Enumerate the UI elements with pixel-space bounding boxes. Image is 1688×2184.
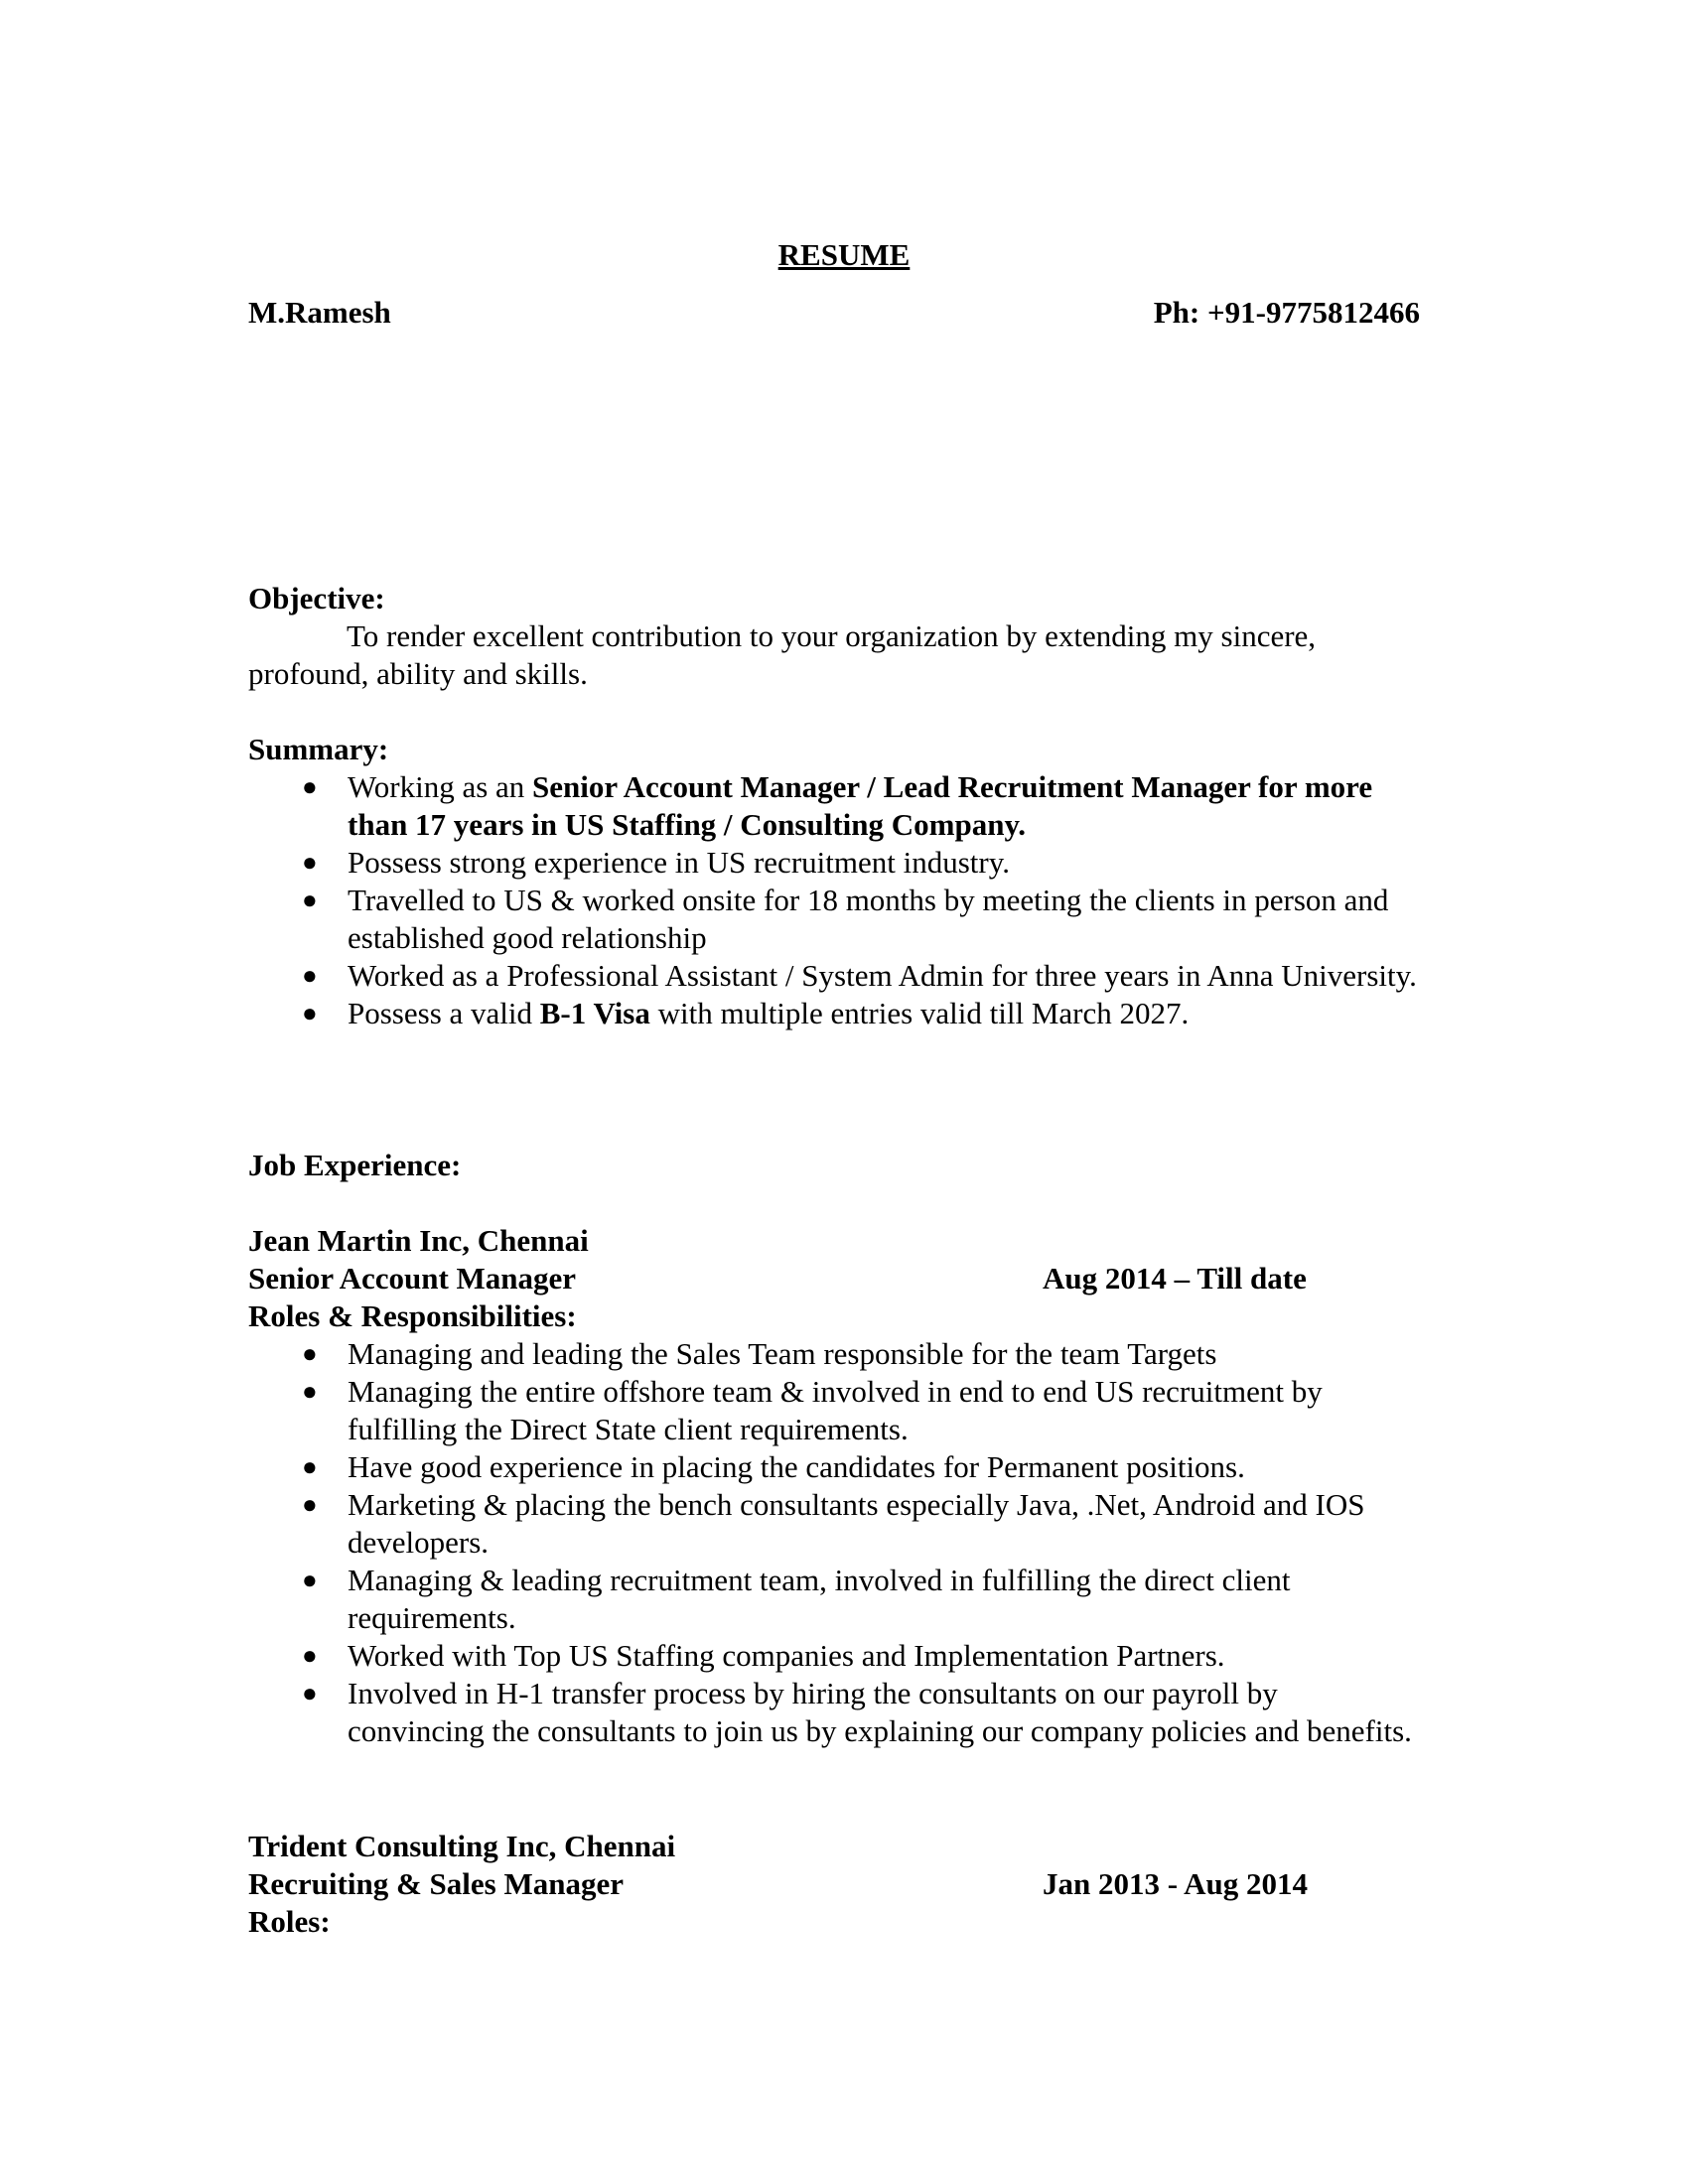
candidate-phone: Ph: +91-9775812466	[1153, 295, 1420, 330]
objective-section	[248, 580, 1420, 693]
job-experience-heading: Job Experience:	[248, 1148, 462, 1182]
responsibilities-heading: Roles:	[248, 1904, 331, 1939]
summary-heading: Summary:	[248, 732, 389, 766]
summary-item: ● Worked as a Professional Assistant / System Admin for three years in Anna University.	[302, 958, 1417, 993]
job-entry	[248, 1222, 1420, 1750]
bullet-icon: ●	[302, 961, 318, 990]
responsibility-item: ● Marketing & placing the bench consultants especially Java, .Net, Android and IOS developers.	[302, 1487, 1365, 1560]
company-name: Jean Martin Inc, Chennai	[248, 1223, 589, 1258]
company-name: Trident Consulting Inc, Chennai	[248, 1829, 676, 1863]
bullet-icon: ●	[302, 1452, 318, 1481]
role-dates: Aug 2014 – Till date	[1043, 1261, 1307, 1296]
candidate-name: M.Ramesh	[248, 295, 391, 330]
summary-item: ● Working as an Senior Account Manager / Lead Recruitment Manager for more than 17 years in US Staffing / Consulting Company.	[302, 769, 1373, 842]
bullet-icon: ●	[302, 886, 318, 914]
bullet-icon: ●	[302, 1641, 318, 1670]
objective-text: To render excellent contribution to your organization by extending my sincere, profound, ability and skills.	[248, 618, 1317, 691]
resume-title: RESUME	[777, 237, 911, 272]
role-line	[248, 1865, 1420, 1903]
role-line	[248, 1260, 1420, 1297]
bullet-icon: ●	[302, 772, 318, 801]
responsibilities-heading: Roles & Responsibilities:	[248, 1298, 577, 1333]
role-title: Recruiting & Sales Manager	[248, 1866, 624, 1901]
bullet-icon: ●	[302, 1339, 318, 1368]
role-title: Senior Account Manager	[248, 1261, 577, 1296]
contact-line	[248, 295, 1420, 330]
objective-heading: Objective:	[248, 581, 385, 615]
bullet-icon: ●	[302, 1490, 318, 1519]
bullet-icon: ●	[302, 1377, 318, 1406]
responsibility-item: ● Managing and leading the Sales Team responsible for the team Targets	[302, 1336, 1217, 1371]
bullet-icon: ●	[302, 848, 318, 877]
summary-section	[248, 731, 1420, 1032]
responsibility-item: ● Have good experience in placing the candidates for Permanent positions.	[302, 1449, 1245, 1484]
responsibility-item: ● Managing the entire offshore team & involved in end to end US recruitment by fulfilling the Direct State client requirements.	[302, 1374, 1323, 1446]
responsibility-item: ● Managing & leading recruitment team, involved in fulfilling the direct client requirements.	[302, 1563, 1291, 1635]
bullet-icon: ●	[302, 1679, 318, 1707]
job-entry	[248, 1828, 1420, 1941]
summary-item: ● Possess a valid B-1 Visa with multiple entries valid till March 2027.	[302, 996, 1190, 1030]
bullet-icon: ●	[302, 999, 318, 1027]
summary-list	[248, 768, 1420, 1032]
responsibility-item: ● Worked with Top US Staffing companies and Implementation Partners.	[302, 1638, 1225, 1673]
summary-item: ● Travelled to US & worked onsite for 18 months by meeting the clients in person and established good relationship	[302, 883, 1389, 955]
bullet-icon: ●	[302, 1566, 318, 1594]
role-dates: Jan 2013 - Aug 2014	[1043, 1866, 1308, 1901]
summary-item: ● Possess strong experience in US recruitment industry.	[302, 845, 1010, 880]
responsibilities-list	[248, 1335, 1420, 1750]
responsibility-item: ● Involved in H-1 transfer process by hiring the consultants on our payroll by convincing the consultants to join us by explaining our company policies and benefits.	[302, 1676, 1412, 1748]
